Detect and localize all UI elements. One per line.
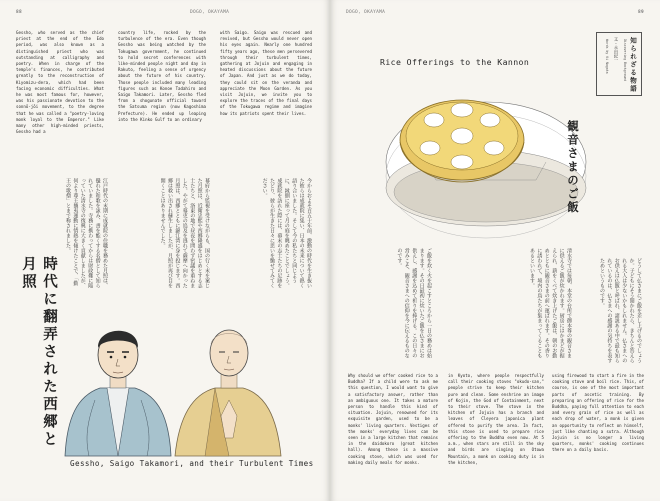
right-japanese-block-lower: ご飯を炊く火を起こすところから一日の務めは始まります。その日最初に炊いたご飯を仏さまにお供えし、感謝を込めて祈りを捧げる。この日々の営みこそ、観音さまへの信仰を今に伝えるものなのです。 (396, 248, 432, 358)
left-japanese-column-1: 江戸時代の末期に成就院の住職を務めた月照は、優れた和歌を詠み、書を能くする名僧として知られていました。寺務に携わってからは財政難に陥っていた清水寺の復興に大きく貢献しましたが、何より尊王攘夷運動に情熱を傾けたことで、「勤王の歌僧」とまで称されました。 (64, 178, 108, 288)
right-japanese-title: 観音さまのご飯 (566, 120, 580, 215)
left-japanese-title: 時代に翻弄された西郷と月照 (20, 256, 58, 449)
left-japanese-column-3: 今からおよそ百五十年前、激動の時代を生き抜いた彼らは成就院に集い、日本の未来について熱く語り合いました。そして今の私たちと同じように、縁側に座って月の庭を眺めたことでしょう。成就院を訪れた際には、幕末の志士たちの足跡をたどり、彼らが生きた日々に思いを馳せてみてください。 (261, 178, 312, 288)
left-folio (16, 10, 22, 15)
right-japanese-block-mid: 清水寺では毎朝、本堂の台所で御本尊の観音さまに供えるご飯が炊かれます。厨房にはかまどが据えられ、薪をくべて炊き上げたご飯は、朝のお勤めとともに観音さまの前へ運ばれます。その香りに誘われて、境内の鳥たちが集まってくることもあるといいます。 (528, 248, 572, 358)
saigo-figure (65, 331, 171, 456)
right-english-column-3: using firewood to start a fire in the cooking stove and boil rice. This, of course, is one of the most important parts of ascetic training. By preparing an offering of rice for the Buddha, paying full attention to each and every grain of rice as well as each drop of water, a monk is given an opportunity to reflect on himself, just like chanting a sutra. Although Jojuin is no longer a living quarters, monks' cooking continues there on a daily basis. (552, 373, 644, 453)
right-english-column-1: Why should we offer cooked rice to a Buddha? If a child were to ask me this question, I would want to give a satisfactory answer, rather than an ambiguous one. It takes a mature person to handle this kind of situation. Jojuin, renowned for its exquisite garden, used to be a monks' living quarters. Vestiges of the monks' everyday lives can be seen in a large kitchen that remains in the daidokoro (great kitchen hall). Among these is a massive cooking stove, which was used for making daily meals for monks. (348, 373, 438, 465)
two-figures-illustration (55, 288, 285, 458)
right-page-number: 89 (637, 10, 644, 15)
left-english-column-2: country life, rocked by the turbulence of the era. Even though Gessho was being watched by the Tokugawa government, he continued to hold secret conferences with like-minded people night and day in Rakuto, feeling a sense of urgency about the future of his country. Those people included many leading figures such as Konoe Tadahiro and Saigo Takamori. Later, Gessho fled from a shogunate official toward the Satsuma region (now Kagoshima Prefecture). He ended up leaping into the Kinko Gulf to an ordinary (118, 30, 206, 122)
left-japanese-column-2: 幕府から監視を受けながらも、国の行く末を案じた月照は、近衛忠煕や西郷隆盛をはじめとする志士たちと、洛東の地で昼夜を問わず密議を重ねました。やがて幕吏の追及を逃れて薩摩へ向かった月照は、西郷とともに錦江湾に身を投じます。西郷は救い出され蘇生しましたが、月照が再び目を開くことはありませんでした。 (159, 178, 210, 288)
left-running-head: DOGO, OKAYAMA (190, 10, 230, 15)
byline-jp: 文・永田紀一 (614, 37, 619, 63)
left-page-number: 88 (16, 10, 23, 15)
section-jp-label: 知られざる物語 (629, 37, 637, 93)
right-running-head: DOGO, OKAYAMA (346, 10, 386, 15)
left-english-column-3: with Saigo. Saigo was rescued and revived, but Gessho would never open his eyes again. Nearly one hundred fifty years ago, these men persevered through their turbulent times, gathering at Jojuin and engaging in heated discussions about the future of Japan. And just as we do today, they could sit on the veranda and appreciate the Moon Garden. As you visit Jojuin, we invite you to explore the traces of the final days of the Tokugawa regime and imagine how its patriots spent their lives. (220, 30, 312, 116)
byline-en: Words by Ki Nagata (605, 39, 609, 74)
right-japanese-block-upper: どうして仏さまにご飯を差し上げるのでしょうか。子どもにそう聞かれたら、きちんと答えられる大人は少ないかもしれません。仏さまへのお供えは仏飯と呼ばれ、諸説ある中で最も知られているのは、仏さまへの感謝の気持ちを表すためというものです。 (598, 258, 642, 363)
gessho-figure (175, 330, 281, 456)
right-english-title: Rice Offerings to the Kannon (380, 57, 530, 67)
right-page (330, 0, 660, 501)
left-english-title: Gessho, Saigo Takamori, and their Turbulent Times (70, 459, 314, 468)
right-folio (638, 10, 644, 15)
left-english-column-1: Gessho, who served as the chief priest at the end of the Edo period, was also known as a distinguished priest who was outstanding at calligraphy and poetry. When in charge of the temple's finances, he contributed greatly to the reconstruction of Kiyomizu-dera, which had been facing economic difficulties. What he was most famous for, however, was his passionate devotion to the sonnō-jōi movement, to the degree that he was called a "poetry-loving monk loyal to the Emperor." Like many other high-minded priests, Gessho had a (16, 30, 104, 135)
right-english-column-2: in Kyoto, where people respectfully call their cooking stoves "okudo-san," people strive to keep their kitchen pure and clean. Some enshrine an image of Kojin, the God of Containment, next to their stove. The stove in the kitchen of Jojuin has a branch and leaves of Cleyera japonica plant offered to purify the area. In fact, this stove is used to prepare rice offering to the Buddha even now. At 5 a.m., when stars are still in the sky and birds are singing on Otowa Mountain, a monk on cooking duty is in the kitchen, (448, 373, 544, 465)
section-en-label: Discovering Background (623, 39, 627, 82)
